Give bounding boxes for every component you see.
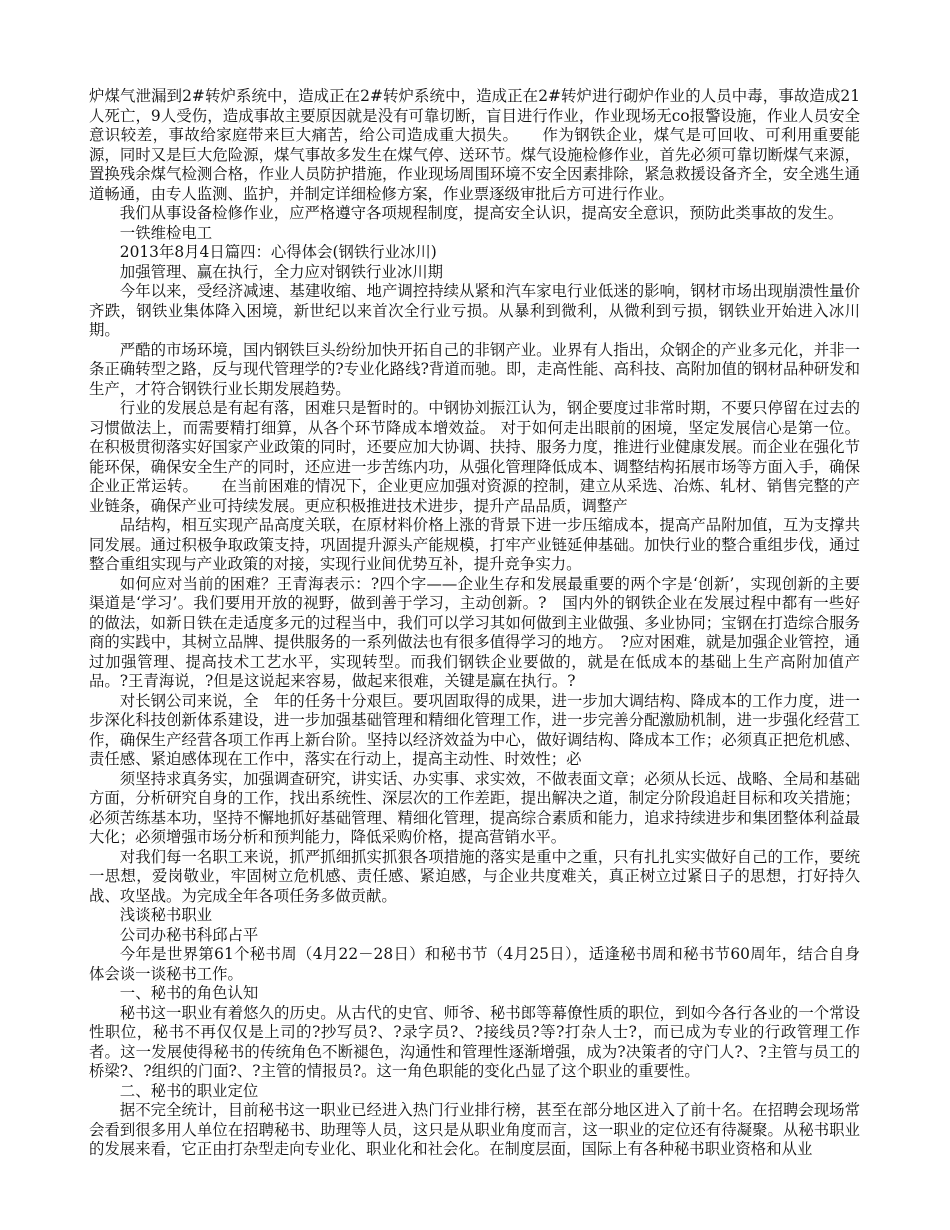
paragraph: 严酷的市场环境，国内钢铁巨头纷纷加快开拓自己的非钢产业。业界有人指出，众钢企的产业多元化，并非一条正确转型之路，反与现代管理学的?专业化路线?背道而驰。即，走高性能、高科技、高附加值的钢材品种研发和生产，才符合钢铁行业长期发展趋势。 — [89, 340, 860, 398]
paragraph: 炉煤气泄漏到2#转炉系统中，造成正在2#转炉系统中，造成正在2#转炉进行砌炉作业的人员中毒，事故造成21人死亡，9人受伤，造成事故主要原因就是没有可靠切断，盲目进行作业，作业现场无co报警设施，作业人员安全意识较差，事故给家庭带来巨大痛苦，给公司造成重大损失。 作为钢铁企业，煤气是可回收、可利用重要能源，同时又是巨大危险源，煤气事故多发生在煤气停、送环节。煤气设施检修作业，首先必须可靠切断煤气来源，置换残余煤气检测合格，作业人员防护措施，作业现场周围环境不安全因素排除，紧急救援设备齐全，安全逃生通道畅通，由专人监测、监护，并制定详细检修方案，作业票逐级审批后方可进行作业。 — [89, 87, 860, 203]
author-line: 公司办秘书科邱占平 — [119, 925, 259, 944]
section-heading: 一、秘书的角色认知 — [119, 984, 259, 1002]
paragraph: 秘书这一职业有着悠久的历史。从古代的史官、师爷、秘书郎等幕僚性质的职位，到如今各行各业的一个常设性职位，秘书不再仅仅是上司的?抄写员?、?录字员?、?接线员?等?打杂人士?，而已成为专业的行政管理工作者。这一发展使得秘书的传统角色不断褪色，沟通性和管理性逐渐增强，成为?决策者的守门人?、?主管与员工的桥梁?、?组织的门面?、?主管的情报员?。这一角色职能的变化凸显了这个职业的重要性。 — [89, 1003, 860, 1080]
author-line: 一铁维检电工 — [119, 223, 213, 242]
paragraph: 品结构，相互实现产品高度关联，在原材料价格上涨的背景下进一步压缩成本，提高产品附加值，互为支撑共同发展。通过积极争取政策支持，巩固提升源头产能规模，打牢产业链延伸基础。加快行业的整合重组步伐，通过整合重组实现与产业政策的对接，实现行业间优势互补，提升竞争实力。 — [89, 516, 860, 573]
paragraph: 我们从事设备检修作业，应严格遵守各项规程制度，提高安全认识，提高安全意识，预防此类事故的发生。 — [119, 204, 844, 222]
article-title: 加强管理、赢在执行，全力应对钢铁行业冰川期 — [119, 262, 444, 281]
paragraph: 对长钢公司来说，全 年的任务十分艰巨。要巩固取得的成果，进一步加大调结构、降成本的工作力度，进一步深化科技创新体系建设，进一步加强基础管理和精细化管理工作，进一步完善分配激励机制，进一步强化经营工作，确保生产经营各项工作再上新台阶。坚持以经济效益为中心，做好调结构、降成本工作；必须真正把危机感、责任感、紧迫感体现在工作中，落实在行动上，提高主动性、时效性；必 — [89, 691, 860, 768]
paragraph: 如何应对当前的困难？王青海表示：?四个字——企业生存和发展最重要的两个字是‘创新’，实现创新的主要渠道是‘学习’。我们要用开放的视野，做到善于学习，主动创新。? 国内外的钢铁企业在发展过程中都有一些好的做法，如新日铁在走适度多元的过程当中，我们可以学习其如何做到主业做强、多业协同；宝钢在打造综合服务商的实践中，其树立品牌、提供服务的一系列做法也有很多值得学习的地方。 ?应对困难，就是加强企业管控，通过加强管理、提高技术工艺水平，实现转型。而我们钢铁企业要做的，就是在低成本的基础上生产高附加值产品。?王青海说，?但是这说起来容易，做起来很难，关键是赢在执行。? — [89, 574, 860, 690]
paragraph: 须坚持求真务实，加强调查研究，讲实话、办实事、求实效，不做表面文章；必须从长远、战略、全局和基础方面，分析研究自身的工作，找出系统性、深层次的工作差距，提出解决之道，制定分阶段追赶目标和攻关措施；必须苦练基本功，坚持不懈地抓好基础管理、精细化管理，提高综合素质和能力，追求持续进步和集团整体利益最大化；必须增强市场分析和预判能力，降低采购价格，提高营销水平。 — [89, 769, 860, 846]
paragraph: 对我们每一名职工来说，抓严抓细抓实抓狠各项措施的落实是重中之重，只有扎扎实实做好自己的工作，要统一思想，爱岗敬业，牢固树立危机感、责任感、紧迫感，与企业共度难关，真正树立过紧日子的思想，打好持久战、攻坚战。为完成全年各项任务多做贡献。 — [89, 847, 860, 905]
paragraph: 据不完全统计，目前秘书这一职业已经进入热门行业排行榜，甚至在部分地区进入了前十名。在招聘会现场常会看到很多用人单位在招聘秘书、助理等人员，这只是从职业角度而言，这一职业的定位还有待凝聚。从秘书职业的发展来看，它正由打杂型走向专业化、职业化和社会化。在制度层面，国际上有各种秘书职业资格和从业 — [89, 1101, 860, 1158]
section-heading: 2013年8月4日篇四：心得体会(钢铁行业冰川) — [119, 243, 437, 261]
article-title: 浅谈秘书职业 — [119, 906, 213, 924]
paragraph: 今年是世界第61个秘书周（4月22－28日）和秘书节（4月25日），适逢秘书周和秘书节60周年，结合自身体会谈一谈秘书工作。 — [89, 945, 860, 983]
paragraph: 行业的发展总是有起有落，困难只是暂时的。中钢协刘振江认为，钢企要度过非常时期，不要只停留在过去的习惯做法上，而需要精打细算，从各个环节降成本增效益。 对于如何走出眼前的困境，坚定发展信心是第一位。在积极贯彻落实好国家产业政策的同时，还要应加大协调、扶持、服务力度，推进行业健康发展。而企业在强化节能环保，确保安全生产的同时，还应进一步苦练内功，从强化管理降低成本、调整结构拓展市场等方面入手，确保企业正常运转。 在当前困难的情况下，企业更应加强对资源的控制，建立从采选、冶炼、轧材、销售完整的产业链条，确保产业可持续发展。更应积极推进技术进步，提升产品品质，调整产 — [89, 399, 860, 515]
paragraph: 今年以来，受经济减速、基建收缩、地产调控持续从紧和汽车家电行业低迷的影响，钢材市场出现崩溃性量价齐跌，钢铁业集体降入困境，新世纪以来首次全行业亏损。从暴利到微利，从微利到亏损，钢铁业开始进入冰川期。 — [89, 282, 860, 339]
section-heading: 二、秘书的职业定位 — [119, 1081, 259, 1100]
